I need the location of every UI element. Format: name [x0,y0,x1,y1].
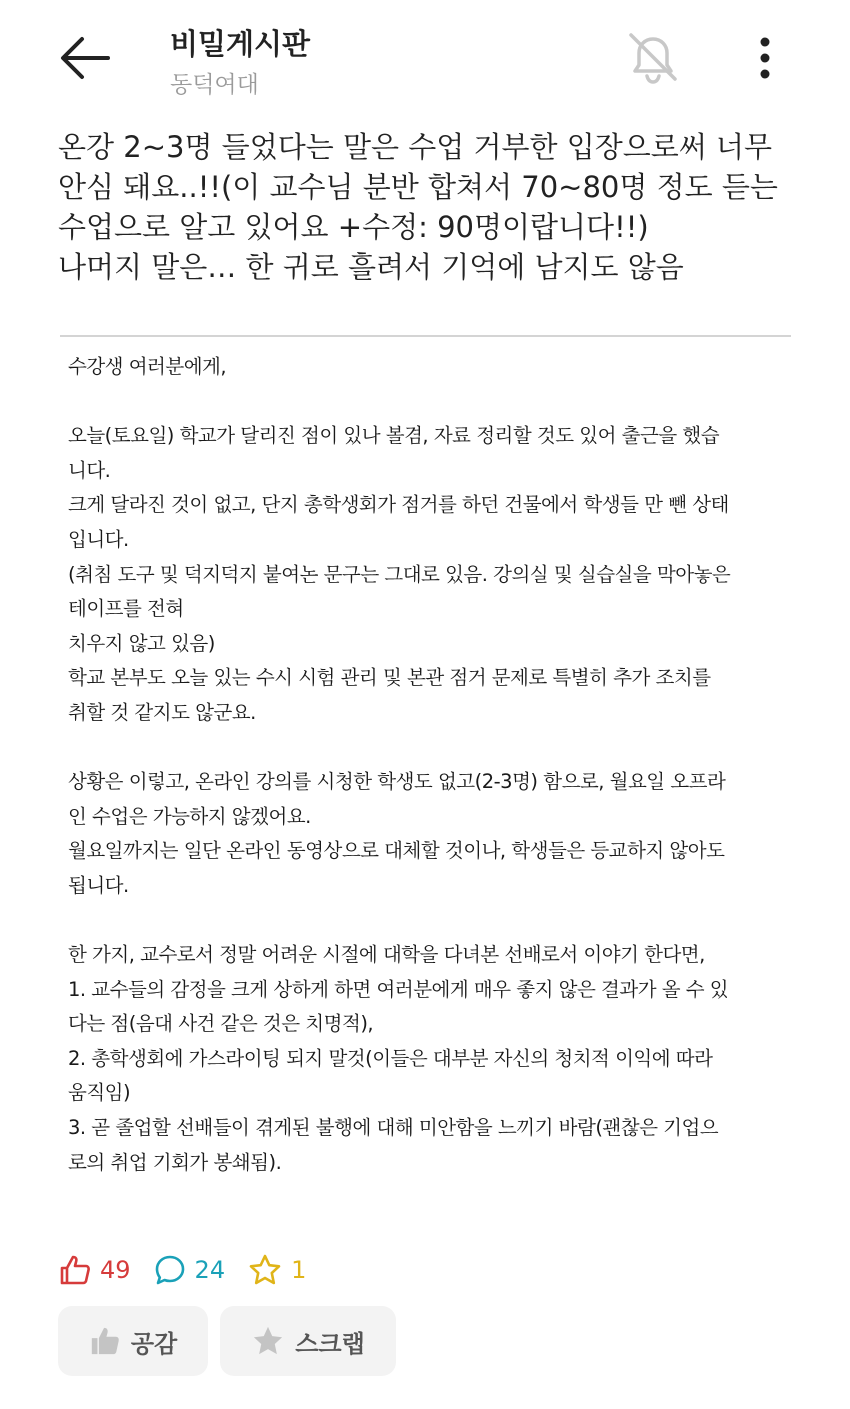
letter-line: (취침 도구 및 덕지덕지 붙여논 문구는 그대로 있음. 강의실 및 실습실을 막아놓은 [68,562,731,586]
letter-line [68,385,798,420]
letter-line: 2. 총학생회에 가스라이팅 되지 말것(이들은 대부분 자신의 청치적 이익에 따라 [68,1046,713,1070]
letter-line: 다는 점(음대 사건 같은 것은 치명적), [68,1012,374,1036]
letter-line: 니다. [68,458,111,482]
letter-line: 크게 달라진 것이 없고, 단지 총학생회가 점거를 하던 건물에서 학생들 만 뺀 상태 [68,493,729,517]
letter-line: 치우지 않고 있음) [68,631,215,655]
letter-line: 수강생 여러분에게, [68,355,227,378]
attached-letter-image [68,350,798,1180]
more-vertical-icon [748,34,782,82]
post-line: 온강 2~3명 들었다는 말은 수업 거부한 입장으로써 너무 [58,130,773,164]
board-subtitle: 동덕여대 [170,72,259,98]
letter-line: 오늘(토요일) 학교가 달리진 점이 있나 볼겸, 자료 정리할 것도 있어 출근을 했습 [68,424,720,448]
back-button[interactable] [56,30,116,86]
post-line: 나머지 말은… 한 귀로 흘려서 기억에 남지도 않음 [58,250,684,284]
notification-toggle-button[interactable] [622,26,684,88]
letter-line: 움직임) [68,1081,131,1105]
letter-line: 학교 본부도 오늘 있는 수시 시험 관리 및 본관 점거 문제로 특별히 추가 조치를 [68,666,711,690]
post-body [58,127,818,287]
app-header [0,0,850,110]
scrap-count-value: 1 [291,1256,307,1284]
thumbs-up-icon [58,1253,92,1287]
like-button[interactable] [58,1306,208,1376]
comment-count [153,1253,226,1287]
letter-line: 인 수업은 가능하지 않겠어요. [68,804,311,828]
star-filled-icon [251,1325,285,1357]
letter-line: 월요일까지는 일단 온라인 동영상으로 대체할 것이나, 학생들은 등교하지 않아도 [68,839,725,863]
like-button-label: 공감 [130,1329,178,1358]
scrap-count [247,1253,306,1287]
post-line: 수업으로 알고 있어요 +수정: 90명이랍니다!!) [58,210,649,244]
arrow-left-icon [56,30,116,86]
board-title: 비밀게시판 [170,27,311,61]
star-icon [247,1253,283,1287]
like-count-value: 49 [100,1256,131,1284]
letter-line: 1. 교수들의 감정을 크게 상하게 하면 여러분에게 매우 좋지 않은 결과가 올 수 있 [68,977,729,1001]
letter-line: 한 가지, 교수로서 정말 어려운 시절에 대학을 다녀본 선배로서 이야기 한다면, [68,943,705,967]
letter-line: 로의 취업 기회가 봉쇄됨). [68,1150,282,1174]
letter-line [68,904,798,939]
bell-off-icon [622,26,684,88]
thumbs-up-filled-icon [89,1325,121,1357]
letter-line: 됩니다. [68,873,129,897]
comment-count-value: 24 [194,1256,226,1284]
more-options-button[interactable] [748,34,782,82]
letter-line: 테이프를 전혀 [68,597,184,621]
letter-line: 상황은 이렇고, 온라인 강의를 시청한 학생도 없고(2-3명) 함으로, 월요일 오프라 [68,770,726,794]
letter-line [68,731,798,766]
post-line: 안심 돼요..!!(이 교수님 분반 합쳐서 70~80명 정도 듣는 [58,170,778,204]
letter-line: 3. 곧 졸업할 선배들이 겪게된 불행에 대해 미안함을 느끼기 바람(괜찮은 기업으 [68,1116,719,1140]
letter-line: 취할 것 같지도 않군요. [68,700,256,724]
like-count [58,1253,131,1287]
letter-line: 입니다. [68,527,129,551]
comment-bubble-icon [153,1253,187,1287]
post-stats [58,1250,328,1290]
attachment-divider [60,335,791,337]
scrap-button-label: 스크랩 [295,1329,365,1358]
scrap-button[interactable] [220,1306,396,1376]
